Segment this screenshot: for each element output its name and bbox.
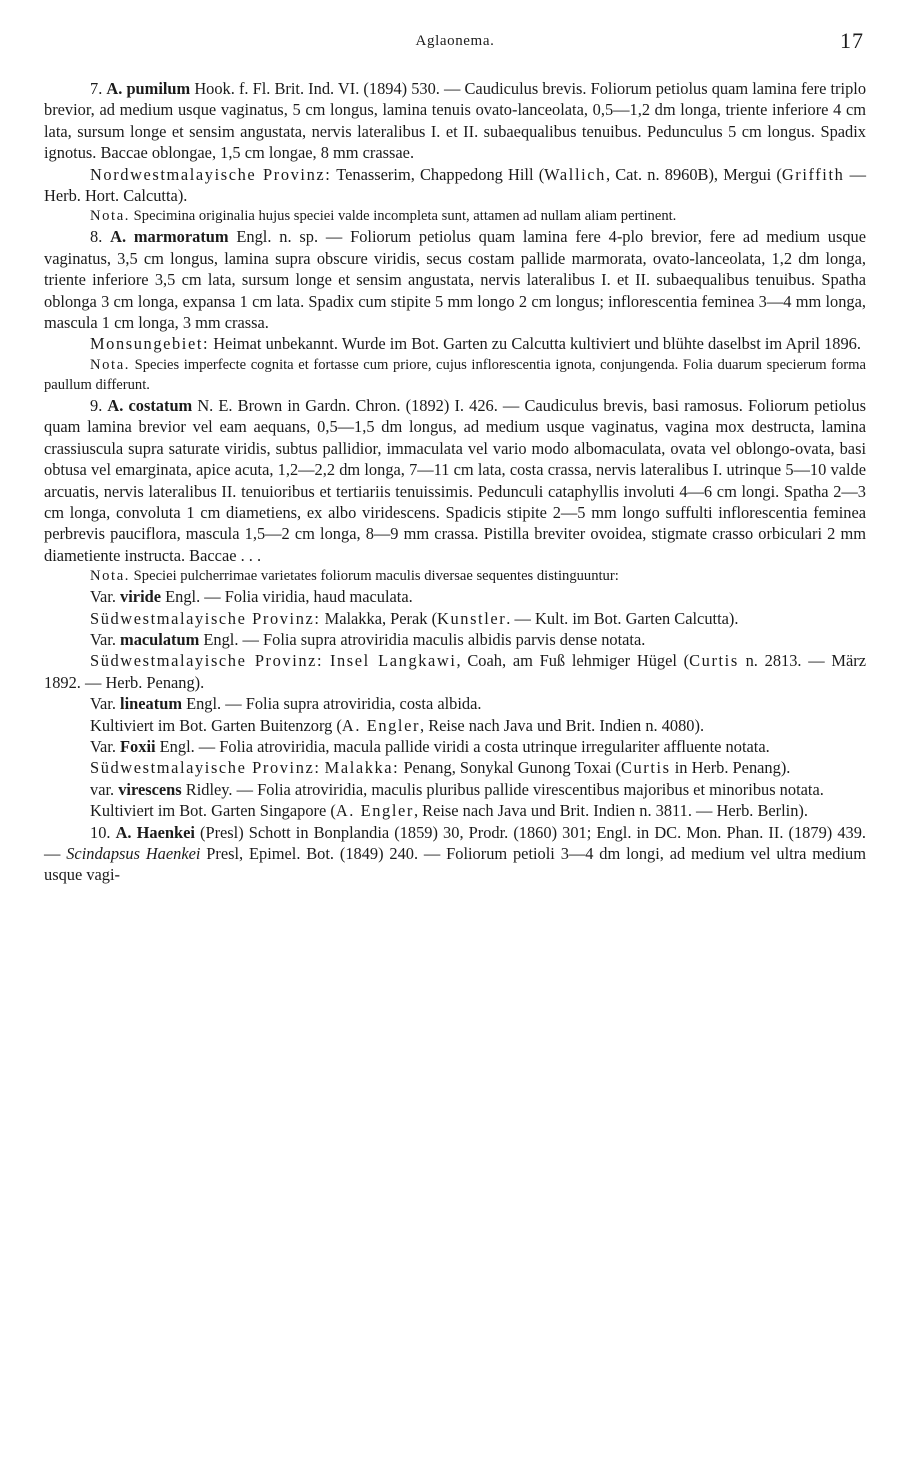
paragraph-p7 (44, 78, 866, 164)
spaced-text: Nota. (90, 356, 131, 373)
paragraph-p8 (44, 226, 866, 333)
book-page (44, 0, 866, 886)
text-run: Malakka, Perak ( (320, 608, 438, 628)
paragraph-p9-var5 (44, 779, 866, 800)
text-run: Var. (90, 587, 121, 607)
spaced-text: Griffith (781, 164, 845, 184)
paragraph-p9-var5-loc (44, 800, 866, 821)
taxon-name: virescens (118, 779, 182, 799)
text-run: Hook. f. Fl. Brit. Ind. VI. (1894) 530. — Caudiculus brevis. Foliorum petiolus quam lamina fere triplo brevior, ad medium usque vaginatus, 5 cm longus, lamina tenuis ovato-lanceolata, 0,5—1,2 dm longa, triente inferiore 4 cm lata, sursum longe et sensim angustata, nervis lateralibus I. et II. subaequalibus tenuibus. Pedunculus 5 cm longus. Spadix ignotus. Baccae oblongae, 1,5 cm longae, 8 mm crassae. (44, 79, 867, 163)
text-run: Engl. — Folia atroviridia, macula pallide viridi a costa utrinque irregulariter affluente notata. (155, 736, 770, 756)
spaced-text: Curtis (689, 651, 739, 671)
paragraph-p9-var4-loc (44, 757, 866, 778)
text-run: , Cat. n. 8960B), Mergui ( (605, 164, 782, 184)
paragraph-p10 (44, 822, 866, 886)
paragraph-p9-var2 (44, 629, 866, 650)
paragraph-p9-nota (44, 566, 866, 586)
spaced-text: Insel Langkawi (329, 651, 457, 671)
text-run: , Reise nach Java und Brit. Indien n. 3811. — Herb. Berlin). (413, 801, 808, 821)
taxon-name: A. Haenkei (115, 822, 195, 842)
text-run: Specimina originalia hujus speciei valde incompleta sunt, attamen ad nullam aliam pertinent. (130, 208, 677, 225)
text-run: (Presl) Schott in Bonplandia (1859) 30, Prodr. (1860) 301; Engl. in DC. Mon. Phan. II. (1879) 439. — (44, 822, 867, 863)
paragraph-p7-loc (44, 164, 866, 207)
spaced-text: Monsungebiet: (90, 334, 210, 354)
spaced-text: A. Engler (335, 801, 414, 821)
taxon-name: viride (120, 587, 162, 607)
spaced-text: Südwestmalayische Provinz: (90, 608, 321, 628)
text-run: Heimat unbekannt. Wurde im Bot. Garten zu Calcutta kultiviert und blühte daselbst im April 1896. (209, 334, 861, 354)
running-title: Aglaonema. (415, 33, 495, 49)
page-header (44, 0, 866, 60)
spaced-text: Nordwestmalayische Provinz: (90, 164, 332, 184)
text-run: Species imperfecte cognita et fortasse cum priore, cujus inflorescentia ignota, conjungenda. Folia duarum specierum forma paullum differunt. (44, 356, 866, 393)
text-run: Engl. n. sp. — Foliorum petiolus quam lamina fere 4-plo brevior, fere ad medium usque vaginatus, 3,5 cm longus, lamina supra obscure viridis, secus costam pallide marmorata, ovato-lanceolata, 1,2 dm longa, triente inferiore 3,5 cm lata, sursum longe et sensim angustata, nervis lateralibus I. et II. subaequalibus tenuibus. Spatha oblonga 3 cm longa, expansa 1 cm lata. Spadix cum stipite 5 mm longo 2 cm longus; inflorescentia feminea 3—4 mm longa, mascula 1 cm longa, 3 mm crassa. (44, 227, 867, 333)
text-run: 9. (90, 395, 108, 415)
text-run: Kultiviert im Bot. Garten Buitenzorg ( (90, 715, 342, 735)
spaced-text: Wallich (544, 164, 606, 184)
text-run: Penang, Sonykal Gunong Toxai ( (399, 758, 621, 778)
text-run: , Coah, am Fuß lehmiger Hügel ( (456, 651, 690, 671)
taxon-name: maculatum (120, 629, 200, 649)
paragraph-p9-var2-loc (44, 650, 866, 693)
taxon-name: Foxii (120, 736, 156, 756)
paragraph-p9-var4 (44, 736, 866, 757)
text-run: n. 2813. — März 1892. — Herb. Penang). (44, 651, 866, 692)
text-run: Tenasserim, Chappedong Hill ( (331, 164, 545, 184)
spaced-text: Nota. (90, 568, 131, 585)
text-run: Engl. — Folia supra atroviridia maculis albidis parvis dense notata. (199, 629, 646, 649)
taxon-name: A. marmoratum (110, 227, 229, 247)
page-number: 17 (840, 28, 864, 53)
paragraph-p8-loc (44, 333, 866, 354)
paragraph-p9 (44, 395, 866, 566)
paragraph-p9-var1-loc (44, 608, 866, 629)
text-run: var. (90, 779, 119, 799)
taxon-name: lineatum (120, 694, 182, 714)
spaced-text: Kunstler (437, 608, 507, 628)
text-run: Presl, Epimel. Bot. (1849) 240. — Foliorum petioli 3—4 dm longi, ad medium vel ultra medium usque vagi- (44, 844, 866, 885)
text-run: — Herb. Hort. Calcutta). (44, 164, 866, 206)
spaced-text: Malakka: (324, 758, 400, 778)
page-body (44, 78, 866, 886)
taxon-name: A. costatum (107, 395, 193, 415)
text-run: 7. (90, 79, 107, 98)
text-run: Var. (90, 694, 121, 714)
spaced-text: Südwestmalayische Provinz: (90, 651, 324, 671)
text-run (323, 651, 330, 670)
italic-name: Scindapsus Haenkei (66, 844, 201, 863)
text-run: Var. (90, 629, 121, 649)
spaced-text: A. Engler (341, 715, 421, 735)
text-run: Speciei pulcherrimae varietates foliorum maculis diversae sequentes distinguuntur: (130, 568, 619, 585)
text-run: Engl. — Folia supra atroviridia, costa albida. (181, 694, 482, 714)
paragraph-p9-var3-loc (44, 715, 866, 736)
text-run: Var. (90, 736, 121, 756)
spaced-text: Curtis (620, 758, 671, 778)
paragraph-p9-var3 (44, 693, 866, 714)
text-run: N. E. Brown in Gardn. Chron. (1892) I. 426. — Caudiculus brevis, basi ramosus. Foliorum petiolus quam lamina brevior vel eam aequans, 0,5—1,5 dm longus, ad medium usque vaginatus, vagina mox destructa, lamina crassiuscula supra saturate viridis, subtus pallidior, immaculata vel vario modo albomaculata, ovata vel oblongo-ovata, basi obtusa vel emarginata, apice acuta, 1,2—2,2 dm longa, 7—11 cm lata, costa crassa, nervis lateralibus I. utrinque 5—10 valde arcuatis, nervis lateralibus II. tenuioribus et tertiariis tenuissimis. Pedunculi cataphyllis involuti 4—6 cm longi. Spatha 2—3 cm longa, convoluta 1 cm diametiens, ex albo viridescens. Spadicis stipite 2—5 mm longo suffulti inflorescentia feminea perbrevis pauciflora, mascula 1,5—2 cm longa, 8—9 mm crassa. Pistilla breviter ovoidea, stigmate crasso orbiculari 2 mm diametiente instructa. Baccae . . . (44, 395, 867, 565)
text-run: , Reise nach Java und Brit. Indien n. 4080). (420, 715, 705, 735)
text-run: in Herb. Penang). (670, 758, 791, 778)
spaced-text: Südwestmalayische Provinz: (90, 758, 321, 778)
paragraph-p8-nota (44, 355, 866, 395)
text-run: Engl. — Folia viridia, haud maculata. (161, 587, 413, 607)
text-run: Ridley. — Folia atroviridia, maculis pluribus pallide virescentibus majoribus et minoribus notata. (181, 779, 824, 799)
taxon-name: A. pumilum (106, 79, 191, 98)
text-run: . — Kult. im Bot. Garten Calcutta). (506, 608, 739, 628)
text-run: 10. (90, 822, 116, 842)
text-run: 8. (90, 227, 111, 247)
paragraph-p9-var1 (44, 586, 866, 607)
text-run: Kultiviert im Bot. Garten Singapore ( (90, 801, 336, 821)
paragraph-p7-nota (44, 206, 866, 226)
spaced-text: Nota. (90, 208, 131, 225)
